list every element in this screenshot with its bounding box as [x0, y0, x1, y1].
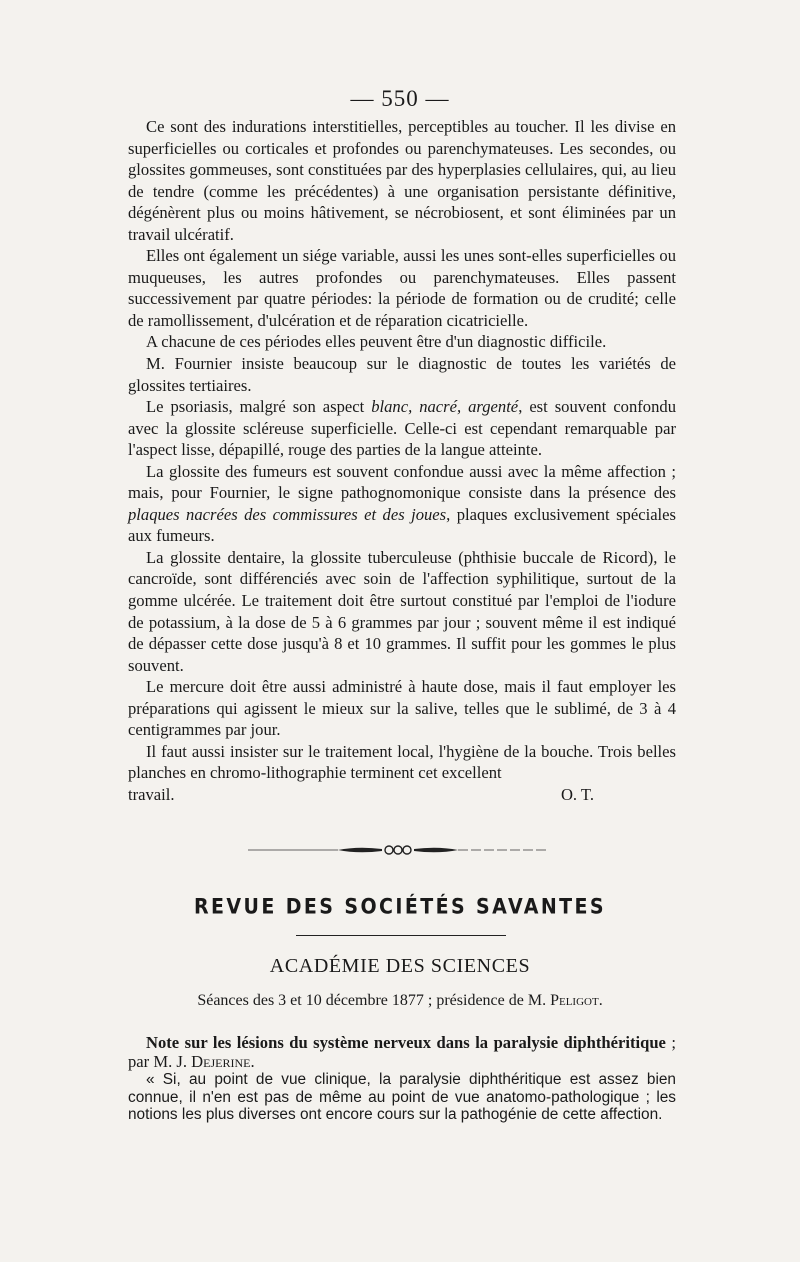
sessions-line: [0, 992, 800, 1010]
closing-line: [128, 784, 676, 806]
sessions-end: .: [598, 992, 603, 1009]
page-number: — 550 —: [350, 86, 450, 111]
note-author-end: .: [250, 1052, 255, 1071]
signature: O. T.: [560, 784, 594, 804]
president-name: Peligot: [550, 992, 599, 1009]
paragraph: La glossite dentaire, la glossite tuberculeuse (phthisie buccale de Ricord), le cancroïde, sont différenciés avec soin de l'affection syphilitique, surtout de la gomme ulcérée. Le traitement doit être surtout constitué par l'emploi de l'iodure de potassium, à la dose de 5 à 6 grammes par jour ; souvent même il est indiqué de dépasser cette dose jusqu'à 8 et 10 grammes. Il suffit pour les gommes le plus souvent.: [128, 547, 676, 675]
paragraph: A chacune de ces périodes elles peuvent être d'un diagnostic difficile.: [146, 332, 607, 352]
paragraph-psoriasis: [128, 396, 676, 461]
note-author: Dejerine: [191, 1052, 251, 1071]
ornament-divider: [248, 840, 548, 860]
section-title: REVUE DES SOCIÉTÉS SAVANTES: [194, 894, 606, 920]
paragraph-fumeurs: [128, 461, 676, 547]
note-title: [128, 1033, 676, 1071]
paragraph: Ce sont des indurations interstitielles, perceptibles au toucher. Il les divise en superficielles ou corticales et profondes ou parenchymateuses. Les secondes, ou glossites gommeuses, sont constituées par des hyperplasies cellulaires, qui, au lieu de tendre (comme les précédentes) à une organisation persistante définitive, dégénèrent plus ou moins hâtivement, se nécrobiosent, et sont éliminées par un travail ulcératif.: [128, 117, 676, 244]
review-text: [128, 116, 676, 806]
paragraph: Il faut aussi insister sur le traitement local, l'hygiène de la bouche. Trois belles planches en chromo-lithographie terminent cet excellent: [128, 741, 676, 783]
paragraph: Elles ont également un siége variable, aussi les unes sont-elles superficielles ou muqueuses, les autres profondes ou parenchymateuses. Elles passent successivement par quatre périodes: la période de formation ou de crudité; celle de ramollissement, d'ulcération et de réparation cicatricielle.: [128, 246, 676, 330]
text-run: , est souvent confondu avec la glossite scléreuse superficielle. Celle-ci est cependant remarquable par l'aspect lisse, dépapillé, rouge des parties de la langue atteinte.: [128, 397, 676, 460]
paragraph: Le mercure doit être aussi administré à haute dose, mais il faut employer les préparations qui agissent le mieux sur la salive, telles que le sublimé, de 3 à 4 centigrammes par jour.: [128, 677, 676, 740]
text-run: Le psoriasis, malgré son aspect: [146, 397, 372, 417]
text-run: , plaques exclusivement spéciales aux fumeurs.: [128, 504, 676, 546]
sessions-text: Séances des 3 et 10 décembre 1877 ; présidence de M.: [197, 992, 551, 1009]
paragraph: M. Fournier insiste beaucoup sur le diagnostic de toutes les variétés de glossites tertiaires.: [128, 354, 676, 395]
text-run: La glossite des fumeurs est souvent confondue aussi avec la même affection ; mais, pour Fournier, le signe pathognomonique consiste dans la présence des: [128, 461, 676, 503]
italic-run: blanc, nacré, argenté: [371, 397, 519, 417]
note-title-text: Note sur les lésions du système nerveux dans la paralysie diphthéritique: [146, 1033, 666, 1052]
note-body: « Si, au point de vue clinique, la paralysie diphthéritique est assez bien connue, il n'en est pas de même au point de vue anatomo-pathologique ; les notions les plus diverses ont encore cours sur la pathogénie de cette affection.: [128, 1071, 676, 1124]
italic-run: plaques nacrées des commissures et des joues: [128, 504, 447, 524]
academy-heading: ACADÉMIE DES SCIENCES: [269, 955, 531, 977]
last-line: travail.: [128, 784, 175, 804]
note-by: ; par M. J.: [128, 1033, 676, 1071]
note-block: [128, 1033, 676, 1124]
title-rule: [296, 935, 506, 936]
